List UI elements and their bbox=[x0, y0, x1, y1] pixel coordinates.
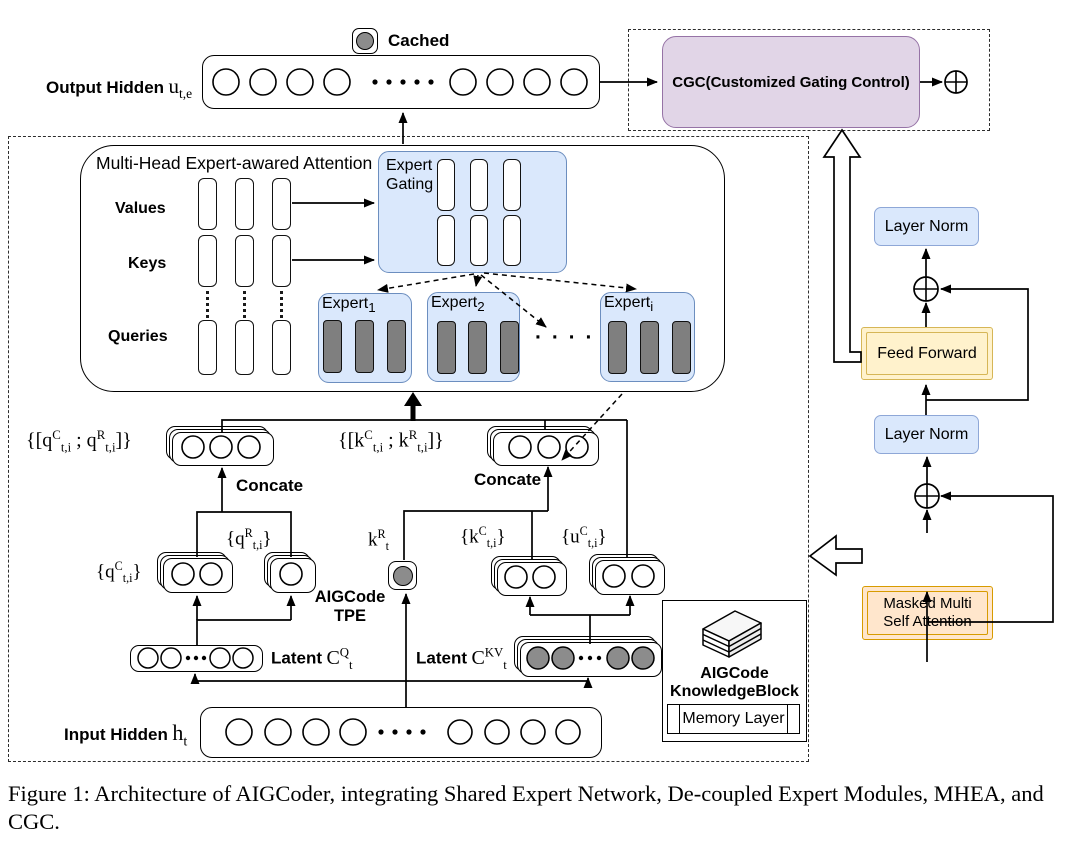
expert-gating-label: Expert Gating bbox=[386, 157, 434, 194]
kr-label: $k^R_t$ bbox=[368, 527, 389, 554]
add-icon-ff-residual bbox=[914, 277, 938, 301]
memory-layer-divider bbox=[679, 705, 680, 733]
memory-layer-box bbox=[667, 704, 800, 734]
experts-ellipsis: · · · · bbox=[535, 326, 595, 349]
value-slot bbox=[272, 178, 291, 230]
qc-stack bbox=[163, 558, 231, 591]
gating-slot bbox=[470, 215, 488, 266]
values-label: Values bbox=[115, 200, 166, 217]
gating-slot bbox=[437, 159, 455, 211]
feed-forward-box bbox=[861, 327, 993, 380]
output-hidden-label bbox=[46, 74, 192, 102]
ellipsis-column bbox=[206, 291, 209, 318]
latent-kv-math: $C^{KV}_t$ bbox=[471, 645, 507, 672]
latent-q-box bbox=[130, 645, 263, 672]
cached-dot-icon bbox=[356, 32, 374, 50]
expert-1-label: Expert$_1$ bbox=[322, 295, 376, 316]
latent-kv-label bbox=[416, 645, 507, 673]
kc-units bbox=[498, 563, 563, 592]
query-slot bbox=[198, 320, 217, 375]
input-hidden-word: Input Hidden bbox=[64, 725, 168, 744]
expert-weight-bar bbox=[672, 321, 691, 374]
expert-weight-bar bbox=[640, 321, 659, 374]
expert-weight-bar bbox=[323, 320, 342, 373]
qr-stack bbox=[270, 558, 314, 591]
output-hidden-word: Output Hidden bbox=[46, 78, 165, 97]
add-icon-mm-residual bbox=[915, 484, 939, 508]
concate-label-k: Concate bbox=[474, 470, 542, 489]
masked-multi-self-attention-box bbox=[862, 586, 993, 640]
gating-slot bbox=[437, 215, 455, 266]
output-hidden-math: $u_{t,e}$ bbox=[168, 74, 193, 102]
latent-q-label bbox=[271, 645, 353, 673]
expert-weight-bar bbox=[500, 321, 519, 374]
figure-caption: Figure 1: Architecture of AIGCoder, integrating Shared Expert Network, De-coupled Expert Modules, MHEA, and CGC. bbox=[8, 781, 1044, 835]
kc-stack bbox=[497, 562, 565, 594]
input-hidden-units bbox=[201, 708, 600, 756]
gating-slot bbox=[470, 159, 488, 211]
k-concat-label: {[$k^C_{t,i}$ ; $k^R_{t,i}$]} bbox=[338, 428, 444, 455]
latent-q-word: Latent bbox=[271, 648, 322, 668]
gating-slot bbox=[503, 215, 521, 266]
output-hidden-units bbox=[203, 56, 598, 107]
kb-title-line1: AIGCode bbox=[700, 665, 769, 682]
input-hidden-math: $h_t$ bbox=[172, 720, 188, 750]
key-slot bbox=[198, 235, 217, 287]
q-concat-stack bbox=[172, 432, 272, 464]
qc-units bbox=[164, 559, 229, 589]
expert-weight-bar bbox=[608, 321, 627, 374]
key-slot bbox=[235, 235, 254, 287]
latent-kv-units bbox=[521, 643, 658, 673]
mhea-title: Multi-Head Expert-awared Attention bbox=[96, 153, 373, 173]
expert-weight-bar bbox=[437, 321, 456, 374]
k-concat-stack bbox=[493, 432, 597, 464]
masked-multi-label: Masked Multi Self Attention bbox=[883, 595, 972, 630]
queries-label: Queries bbox=[108, 328, 168, 345]
gating-slot bbox=[503, 159, 521, 211]
expert-i-label: Expert$_i$ bbox=[604, 294, 654, 315]
memory-layer-label: Memory Layer bbox=[682, 710, 785, 727]
expert-weight-bar bbox=[468, 321, 487, 374]
concate-label-q: Concate bbox=[236, 476, 304, 495]
hollow-arrow-to-cgc bbox=[824, 130, 861, 362]
query-slot bbox=[272, 320, 291, 375]
latent-q-math: $C^Q_t$ bbox=[326, 645, 353, 672]
uc-units bbox=[596, 561, 661, 591]
cgc-box: CGC(Customized Gating Control) bbox=[662, 36, 920, 128]
cached-key-dot-icon bbox=[393, 566, 413, 586]
latent-q-units bbox=[131, 646, 261, 670]
value-slot bbox=[235, 178, 254, 230]
uc-label: $\{u^C_{t,i}\}$ bbox=[561, 524, 607, 551]
tpe-cached-key-box bbox=[388, 561, 417, 590]
uc-stack bbox=[595, 560, 663, 593]
expert-weight-bar bbox=[355, 320, 374, 373]
expert-weight-bar bbox=[387, 320, 406, 373]
kc-label: $\{k^C_{t,i}\}$ bbox=[460, 524, 506, 551]
key-slot bbox=[272, 235, 291, 287]
feed-forward-label: Feed Forward bbox=[877, 344, 977, 362]
output-hidden-box bbox=[202, 55, 600, 109]
layer-norm-bottom-box: Layer Norm bbox=[874, 415, 979, 454]
input-hidden-label bbox=[64, 720, 187, 750]
qc-label: $\{q^C_{t,i}\}$ bbox=[96, 559, 142, 586]
query-slot bbox=[235, 320, 254, 375]
kb-title-line2: KnowledgeBlock bbox=[670, 683, 799, 700]
qr-label: $\{q^R_{t,i}\}$ bbox=[226, 526, 272, 553]
k-concat-units bbox=[494, 433, 595, 462]
memory-layer-divider bbox=[787, 705, 788, 733]
stacked-layers-icon bbox=[695, 605, 771, 663]
qr-units bbox=[271, 559, 312, 589]
q-concat-label: {[$q^C_{t,i}$ ; $q^R_{t,i}$]} bbox=[26, 428, 132, 455]
knowledge-block-box bbox=[662, 600, 807, 742]
tpe-label: AIGCode TPE bbox=[314, 588, 386, 625]
cached-legend-icon bbox=[352, 28, 378, 54]
ellipsis-column bbox=[243, 291, 246, 318]
keys-label: Keys bbox=[128, 255, 167, 272]
input-hidden-box bbox=[200, 707, 602, 758]
value-slot bbox=[198, 178, 217, 230]
latent-kv-word: Latent bbox=[416, 648, 467, 668]
latent-kv-stack bbox=[520, 642, 660, 675]
expert-2-label: Expert$_2$ bbox=[431, 294, 485, 315]
cached-label: Cached bbox=[388, 31, 450, 50]
hollow-arrow-to-decoder bbox=[810, 536, 862, 575]
ellipsis-column bbox=[280, 291, 283, 318]
q-concat-units bbox=[173, 433, 270, 462]
layer-norm-top-box: Layer Norm bbox=[874, 207, 979, 246]
